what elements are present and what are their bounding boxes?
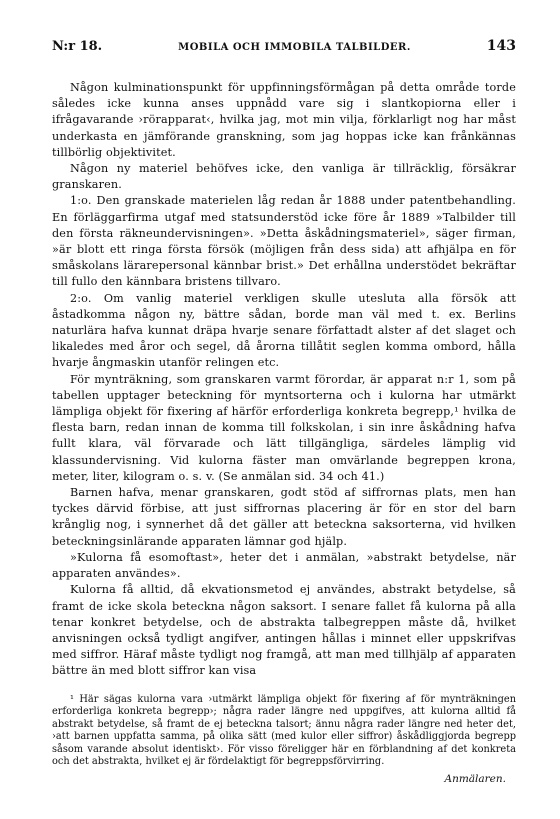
paragraph: För mynträkning, som granskaren varmt förordar, är apparat n:r 1, som på tabellen upptager beteckning för myntsorterna och i kulorna har utmärkt lämpliga objekt för fixering af härför erforderliga konkreta begrepp,¹ hvilka de flesta barn, redan innan de komma till folkskolan, i sin inre åskådning hafva fullt klara, väl förvarade och lätt tillgängliga, särdeles lämplig vid klassundervisning. Vid kulorna fäster man omvärlande begreppen krona, meter, liter, kilogram o. s. v. (Se anmälan sid. 34 och 41.) [52, 372, 516, 483]
signature: Anmälaren. [444, 772, 506, 785]
footnote: ¹ Här sägas kulorna vara ›utmärkt lämpliga objekt för fixering af för mynträkningen erforderliga konkreta begrepp›; några rader längre ned uppgifves, att kulorna alltid få abstrakt betydelse, så framt de ej beteckna talsort; ännu några rader längre ned heter det, ›att barnen uppfatta samma, på olika sätt (med kulor eller siffror) åskådliggjorda begrepp såsom varande absolut identiskt›. För visso föreligger här en förblandning af det konkreta och det abstrakta, hvilket ej är fördelaktigt för begreppsförvirring. [52, 693, 516, 768]
paragraph: Barnen hafva, menar granskaren, godt stöd af siffrornas plats, men han tyckes därvid förbise, att just siffrornas placering är för en stor del barn krånglig nog, i synnerhet då det gäller att beteckna saksorterna, vid hvilken beteckningsinlärande apparaten lämnar god hjälp. [52, 486, 516, 548]
issue-number: N:r 18. [52, 39, 103, 54]
running-title: MOBILA OCH IMMOBILA TALBILDER. [178, 42, 411, 53]
paragraph: 1:o. Den granskade materielen låg redan år 1888 under patentbehandling. En förläggarfirma utgaf med statsunderstöd icke före år 1889 »Talbilder till den första räkneundervisningen». »Detta åskådningsmateriel», säger firman, »är blott ett ringa första försök (möjligen från dess sida) att afhjälpa en för småskolans lärarepersonal kännbar brist.» Det erhållna understödet bekräftar till fullo den kännbara bristens tillvaro. [52, 194, 516, 289]
page-header [52, 38, 516, 54]
footnotes [52, 694, 516, 769]
paragraph: 2:o. Om vanlig materiel verkligen skulle utesluta alla försök att åstadkomma någon ny, bättre sådan, borde man väl med t. ex. Berlins naturlära hafva kunnat dräpa hvarje senare författadt alster af det slaget och likaledes med åror och segel, då årorna tillåtit seglen komma ombord, hålla hvarje ångmaskin utanför relingen etc. [52, 291, 516, 370]
paragraph: »Kulorna få esomoftast», heter det i anmälan, »abstrakt betydelse, när apparaten användes». [52, 550, 516, 581]
body-text [52, 80, 516, 680]
paragraph: Någon ny materiel behöfves icke, den vanliga är tillräcklig, försäkrar granskaren. [52, 162, 516, 192]
page-number: 143 [486, 38, 516, 54]
paragraph: Kulorna få alltid, då ekvationsmetod ej användes, abstrakt betydelse, så framt de icke skola beteckna någon saksort. I senare fallet få kulorna på alla tenar konkret betydelse, och de abstrakta talbegreppen måste då, hvilket anvisningen också tydligt angifver, antingen hållas i minnet eller uppskrifvas med siffror. Häraf måste tydligt nog framgå, att man med tillhjälp af apparaten bättre än med blott siffror kan visa [52, 583, 516, 678]
paragraph: Någon kulminationspunkt för uppfinningsförmågan på detta område torde således icke kunna anses uppnådd vare sig i slantkopiorna eller i ifrågavarande ›rörapparat‹, hvilka jag, mot min vilja, förklarligt nog har måst underkasta en jämförande granskning, som jag hoppas icke kan frånkännas tillbörlig objektivitet. [52, 81, 516, 159]
